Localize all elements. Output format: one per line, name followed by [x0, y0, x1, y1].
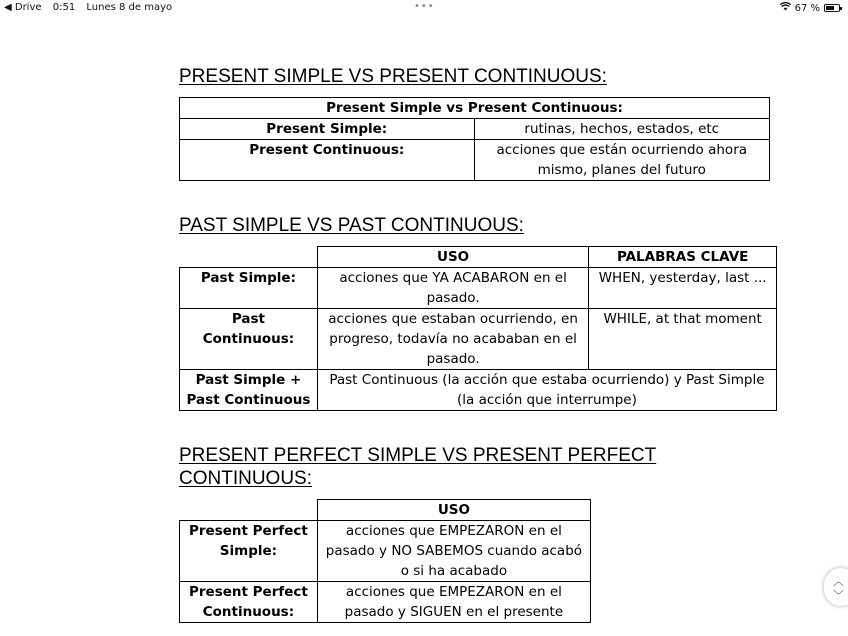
chevron-down-icon[interactable]: ﹀	[833, 589, 844, 602]
back-to-drive-link[interactable]: ◀ Drive	[4, 2, 42, 13]
status-bar-right	[780, 2, 840, 14]
status-bar	[0, 0, 848, 16]
row-label: Present Perfect Continuous:	[180, 582, 318, 623]
table-row	[180, 140, 770, 181]
table-header-row	[180, 500, 591, 521]
chevron-up-icon[interactable]: ︿	[833, 575, 844, 588]
section1-heading: PRESENT SIMPLE VS PRESENT CONTINUOUS:	[179, 66, 607, 87]
multitasking-dots-icon[interactable]: •••	[414, 1, 435, 12]
table-row	[180, 268, 777, 309]
past-simple-vs-continuous-table	[179, 246, 777, 411]
empty-corner-cell	[180, 500, 318, 521]
row-description: acciones que están ocurriendo ahora mismo, planes del futuro	[474, 140, 769, 181]
status-bar-left	[4, 2, 180, 13]
battery-percent: 67 %	[794, 2, 820, 14]
table-row	[180, 370, 777, 411]
row-label: Present Perfect Simple:	[180, 521, 318, 582]
row-uso: acciones que EMPEZARON en el pasado y SIGUEN en el presente	[317, 582, 590, 623]
row-uso: acciones que EMPEZARON en el pasado y NO SABEMOS cuando acabó o si ha acabado	[317, 521, 590, 582]
status-date: Lunes 8 de mayo	[86, 2, 173, 13]
column-header-palabras-clave: PALABRAS CLAVE	[589, 247, 777, 268]
row-uso: acciones que YA ACABARON en el pasado.	[317, 268, 588, 309]
row-uso: acciones que estaban ocurriendo, en progreso, todavía no acababan en el pasado.	[317, 309, 588, 370]
page-scroll-control[interactable]	[824, 568, 848, 606]
row-description: rutinas, hechos, estados, etc	[474, 119, 769, 140]
column-header-uso: USO	[317, 500, 590, 521]
column-header-uso: USO	[317, 247, 588, 268]
present-simple-vs-continuous-table	[179, 97, 770, 181]
table-header-row	[180, 247, 777, 268]
table-row	[180, 582, 591, 623]
section3-heading: PRESENT PERFECT SIMPLE VS PRESENT PERFECT CONTINUOUS:	[179, 445, 657, 489]
section2-heading: PAST SIMPLE VS PAST CONTINUOUS:	[179, 215, 524, 236]
row-palabras-clave: WHEN, yesterday, last ...	[589, 268, 777, 309]
row-label: Past Simple + Past Continuous	[180, 370, 318, 411]
table-row	[180, 98, 770, 119]
table-row	[180, 309, 777, 370]
row-combined-description: Past Continuous (la acción que estaba ocurriendo) y Past Simple (la acción que interrumpe)	[317, 370, 776, 411]
table-title: Present Simple vs Present Continuous:	[180, 98, 770, 119]
row-label: Present Continuous:	[180, 140, 475, 181]
present-perfect-simple-vs-continuous-table	[179, 499, 591, 623]
table-row	[180, 521, 591, 582]
empty-corner-cell	[180, 247, 318, 268]
status-time: 0:51	[52, 2, 76, 13]
row-label: Present Simple:	[180, 119, 475, 140]
battery-icon	[824, 4, 840, 12]
row-label: Past Simple:	[180, 268, 318, 309]
row-label: Past Continuous:	[180, 309, 318, 370]
row-palabras-clave: WHILE, at that moment	[589, 309, 777, 370]
table-row	[180, 119, 770, 140]
wifi-icon	[780, 2, 791, 14]
